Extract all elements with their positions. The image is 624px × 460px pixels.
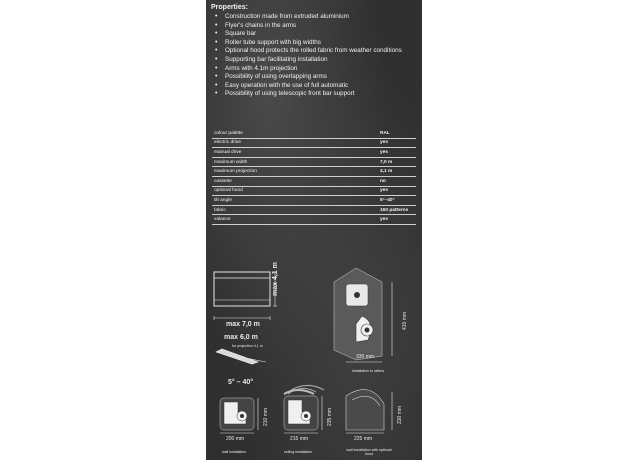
hood-height-label: 230 mm [397, 405, 403, 424]
hood-caption: wall installation with optional hood [346, 448, 392, 457]
spec-label: cassette [212, 176, 378, 186]
spec-value: RAL [378, 129, 416, 138]
spec-label: optional hood [212, 186, 378, 196]
spec-value: yes [378, 148, 416, 158]
spec-label: electric drive [212, 138, 378, 148]
property-item: • Optional hood protects the rolled fabric from weather conditions [210, 47, 418, 56]
property-item: • Possibility of using telescopic front bar support [210, 90, 418, 99]
spec-label: valance [212, 215, 378, 225]
property-item: • Construction made from extruded aluminium [210, 13, 418, 22]
max-width-label: max 7,0 m [226, 321, 260, 328]
spec-value: 5°–40° [378, 196, 416, 206]
wall-profile [220, 398, 258, 433]
hood-profile [346, 390, 392, 433]
spec-label: maximum width [212, 157, 378, 167]
max-height-label: max 4,1 m [272, 262, 279, 296]
projection-note: for projection 4,1 m [232, 344, 263, 348]
property-item: • Square bar [210, 30, 418, 39]
property-item: • Easy operation with the use of full automatic [210, 82, 418, 91]
property-item: • Supporting bar facilitating installation [210, 56, 418, 65]
ceiling-height-label: 235 mm [327, 407, 333, 426]
property-item: • Possibility of using overlapping arms [210, 73, 418, 82]
spec-label: tilt angle [212, 196, 378, 206]
spec-value: 7,0 m [378, 157, 416, 167]
installation-profiles-diagram [206, 0, 422, 460]
hood-width-label: 225 mm [354, 436, 373, 442]
spec-label: fabric [212, 205, 378, 215]
ceiling-caption: ceiling installation [284, 450, 313, 454]
ceiling-profile [284, 390, 322, 433]
tilt-angle-label: 5° – 40° [228, 379, 254, 386]
spec-label: maximum projection [212, 167, 378, 177]
wall-caption: wall installation [222, 450, 247, 454]
wall-height-label: 210 mm [263, 407, 269, 426]
spec-label: colour palette [212, 129, 378, 138]
spec-value: yes [378, 186, 416, 196]
rafters-height-label: 415 mm [402, 311, 408, 330]
spec-value: no [378, 176, 416, 186]
property-item: • Flyer's chains in the arms [210, 22, 418, 31]
spec-value: yes [378, 138, 416, 148]
product-sheet-panel [206, 0, 422, 460]
property-item: • Arms with 4.1m projection [210, 65, 418, 74]
max-projection-width-label: max 6,0 m [224, 334, 258, 341]
properties-title: Properties: [211, 4, 248, 11]
spec-value: 4,1 m [378, 167, 416, 177]
wall-width-label: 200 mm [226, 436, 245, 442]
rafters-width-label: 330 mm [356, 354, 375, 360]
spec-value: yes [378, 215, 416, 225]
ceiling-width-label: 215 mm [290, 436, 309, 442]
rafters-caption: installation to rafters [352, 369, 385, 373]
spec-value: 160 patterns [378, 205, 416, 215]
property-item: • Roller tube support with big widths [210, 39, 418, 48]
spec-label: manual drive [212, 148, 378, 158]
